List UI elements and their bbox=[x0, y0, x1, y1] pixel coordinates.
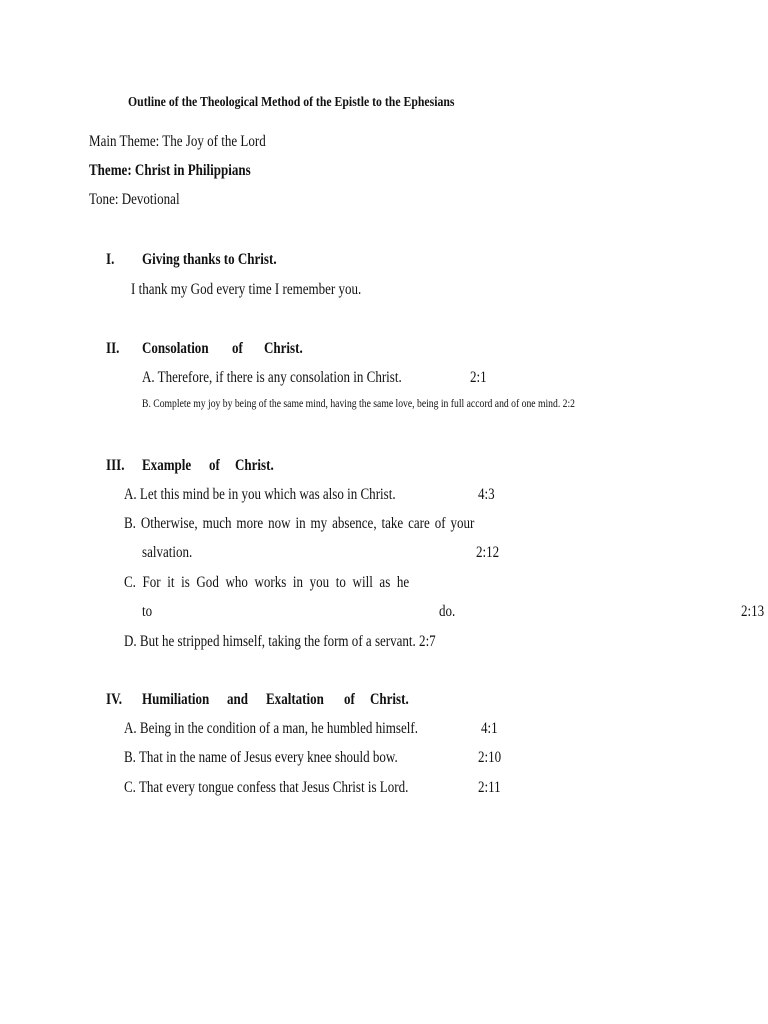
section-2-numeral: II. bbox=[106, 340, 120, 357]
section-3-item-a-ref: 4:3 bbox=[478, 486, 495, 503]
section-4-item-a: A. Being in the condition of a man, he humbled himself. bbox=[124, 720, 418, 737]
section-3-item-c-line1: C. For it is God who works in you to will as he bbox=[124, 574, 410, 591]
section-3-item-c-line2-end: do. bbox=[439, 603, 456, 620]
section-3-item-b-line1: B. Otherwise, much more now in my absence, take care of your bbox=[124, 515, 475, 532]
section-3-item-d: D. But he stripped himself, taking the form of a servant. 2:7 bbox=[124, 633, 436, 650]
section-2-item-b: B. Complete my joy by being of the same mind, having the same love, being in full accord and of one mind. 2:2 bbox=[142, 398, 576, 410]
section-3-heading-word: Example bbox=[142, 457, 192, 474]
tone-line: Tone: Devotional bbox=[89, 191, 180, 208]
section-4-numeral: IV. bbox=[106, 691, 123, 708]
section-2-heading-word: of bbox=[232, 340, 243, 357]
section-4-item-b: B. That in the name of Jesus every knee should bow. bbox=[124, 749, 398, 766]
section-4-heading-word: Humiliation bbox=[142, 691, 210, 708]
section-4-item-b-ref: 2:10 bbox=[478, 749, 502, 766]
section-3-item-b-ref: 2:12 bbox=[476, 544, 500, 561]
document-title: Outline of the Theological Method of the Epistle to the Ephesians bbox=[128, 95, 455, 110]
section-3-item-a: A. Let this mind be in you which was also in Christ. bbox=[124, 486, 396, 503]
theme-line: Theme: Christ in Philippians bbox=[89, 162, 251, 179]
section-2-heading-word: Consolation bbox=[142, 340, 209, 357]
section-3-numeral: III. bbox=[106, 457, 125, 474]
section-4-heading-word: Christ. bbox=[370, 691, 409, 708]
section-3-heading-word: Christ. bbox=[235, 457, 274, 474]
section-3-item-c-ref: 2:13 bbox=[741, 603, 765, 620]
section-4-heading-word: and bbox=[227, 691, 248, 708]
section-1-numeral: I. bbox=[106, 251, 115, 268]
section-1-text: I thank my God every time I remember you. bbox=[131, 281, 362, 298]
section-4-item-c: C. That every tongue confess that Jesus Christ is Lord. bbox=[124, 779, 409, 796]
section-4-item-a-ref: 4:1 bbox=[481, 720, 498, 737]
section-4-item-c-ref: 2:11 bbox=[478, 779, 501, 796]
section-2-item-a: A. Therefore, if there is any consolation in Christ. bbox=[142, 369, 402, 386]
section-3-item-c-line2-start: to bbox=[142, 603, 153, 620]
section-3-item-b-line2: salvation. bbox=[142, 544, 193, 561]
section-4-heading-word: Exaltation bbox=[266, 691, 324, 708]
section-1-heading: Giving thanks to Christ. bbox=[142, 251, 277, 268]
section-4-heading-word: of bbox=[344, 691, 355, 708]
main-theme-line: Main Theme: The Joy of the Lord bbox=[89, 133, 266, 150]
section-2-heading-word: Christ. bbox=[264, 340, 303, 357]
section-2-item-a-ref: 2:1 bbox=[470, 369, 487, 386]
section-3-heading-word: of bbox=[209, 457, 220, 474]
